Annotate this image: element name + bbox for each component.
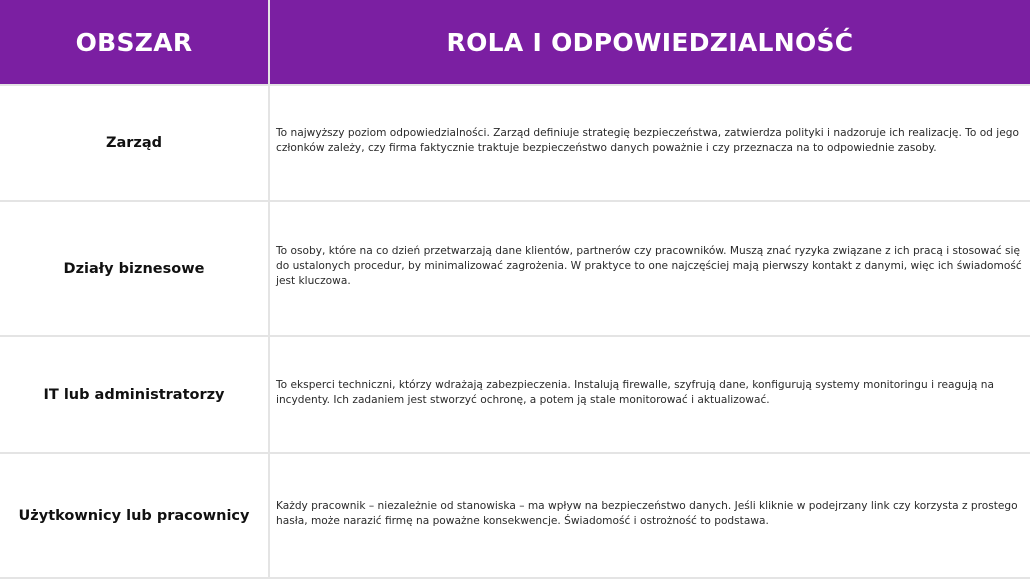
header-role: ROLA I ODPOWIEDZIALNOŚĆ bbox=[270, 0, 1030, 84]
row-area-dzialy-biznesowe: Działy biznesowe bbox=[0, 202, 268, 335]
row-role-dzialy-biznesowe bbox=[270, 202, 1030, 335]
row-area-zarzad: Zarząd bbox=[0, 86, 268, 200]
row-role-text: To eksperci techniczni, którzy wdrażają zabezpieczenia. Instalują firewalle, szyfrują dane, konfigurują systemy monitoringu i reagują na incydenty. Ich zadaniem jest stworzyć ochronę, a potem ją stale monitorować i aktualizować. bbox=[276, 378, 994, 406]
row-role-uzytkownicy bbox=[270, 454, 1030, 577]
row-role-text: Każdy pracownik – niezależnie od stanowiska – ma wpływ na bezpieczeństwo danych. Jeśli kliknie w podejrzany link czy korzysta z prostego hasła, może narazić firmę na poważne konsekwencje. Świadomość i ostrożność to podstawa. bbox=[276, 499, 1018, 527]
row-role-text: To osoby, które na co dzień przetwarzają dane klientów, partnerów czy pracowników. Muszą znać ryzyka związane z ich pracą i stosować się do ustalonych procedur, by minimalizować zagrożenia. W praktyce to one najczęściej mają pierwszy kontakt z danymi, więc ich świadomość jest kluczowa. bbox=[276, 245, 1022, 287]
header-area: OBSZAR bbox=[0, 0, 268, 84]
row-role-it bbox=[270, 337, 1030, 452]
row-role-zarzad bbox=[270, 86, 1030, 200]
row-area-uzytkownicy: Użytkownicy lub pracownicy bbox=[0, 454, 268, 577]
row-area-it: IT lub administratorzy bbox=[0, 337, 268, 452]
row-role-text: To najwyższy poziom odpowiedzialności. Zarząd definiuje strategię bezpieczeństwa, zatwierdza polityki i nadzoruje ich realizację. To od jego członków zależy, czy firma faktycznie traktuje bezpieczeństwo danych poważnie i czy przeznacza na to odpowiednie zasoby. bbox=[276, 127, 1019, 154]
